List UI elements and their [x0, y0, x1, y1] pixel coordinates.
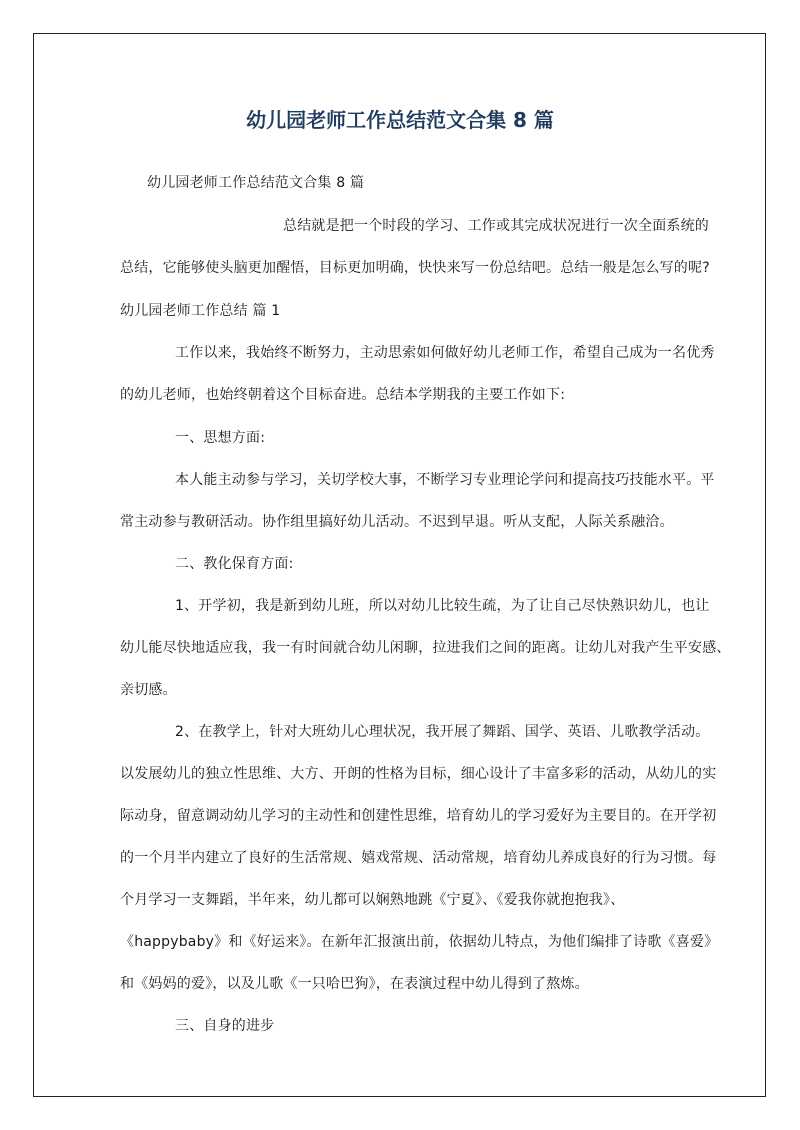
subsection-heading: 二、教化保育方面: [175, 556, 294, 572]
paragraph-line: 个月学习一支舞蹈，半年来，幼儿都可以娴熟地跳《宁夏》、《爱我你就抱抱我》、 [120, 892, 625, 908]
paragraph-line: 1、开学初，我是新到幼儿班，所以对幼儿比较生疏，为了让自己尽快熟识幼儿，也让 [175, 598, 710, 614]
paragraph-line: 的一个月半内建立了良好的生活常规、嬉戏常规、活动常规，培育幼儿养成良好的行为习惯。每 [120, 850, 717, 866]
paragraph-line: 和《妈妈的爱》，以及儿歌《一只哈巴狗》，在表演过程中幼儿得到了熬炼。 [120, 976, 589, 992]
subsection-heading: 一、思想方面: [175, 430, 266, 446]
paragraph-line: 幼儿能尽快地适应我，我一有时间就合幼儿闲聊，拉进我们之间的距离。让幼儿对我产生平安感、 [120, 640, 731, 656]
paragraph-line: 常主动参与教研活动。协作组里搞好幼儿活动。不迟到早退。听从支配，人际关系融洽。 [120, 514, 674, 530]
intro-line: 总结，它能够使头脑更加醒悟，目标更加明确，快快来写一份总结吧。总结一般是怎么写的呢? [120, 260, 710, 276]
intro-line: 总结就是把一个时段的学习、工作或其完成状况进行一次全面系统的 [283, 218, 709, 234]
paragraph-line: 以发展幼儿的独立性思维、大方、开朗的性格为目标，细心设计了丰富多彩的活动，从幼儿的实 [120, 766, 717, 782]
paragraph-line: 本人能主动参与学习，关切学校大事，不断学习专业理论学问和提高技巧技能水平。平 [175, 472, 715, 488]
section-heading: 幼儿园老师工作总结 篇 1 [120, 303, 281, 319]
document-subtitle: 幼儿园老师工作总结范文合集 8 篇 [147, 175, 365, 191]
subsection-heading: 三、自身的进步 [175, 1018, 275, 1034]
paragraph-line: 亲切感。 [120, 682, 177, 698]
document-title: 幼儿园老师工作总结范文合集 8 篇 [246, 108, 554, 132]
paragraph-line: 工作以来，我始终不断努力，主动思索如何做好幼儿老师工作，希望自己成为一名优秀 [175, 345, 715, 361]
paragraph-line: 2、在教学上，针对大班幼儿心理状况，我开展了舞蹈、国学、英语、儿歌教学活动。 [175, 724, 710, 740]
paragraph-line: 际动身，留意调动幼儿学习的主动性和创建性思维，培育幼儿的学习爱好为主要目的。在开学初 [120, 808, 717, 824]
paragraph-line: 的幼儿老师，也始终朝着这个目标奋进。总结本学期我的主要工作如下: [120, 387, 566, 403]
paragraph-line: 《happybaby》和《好运来》。在新年汇报演出前，依据幼儿特点，为他们编排了诗歌《喜爱》 [120, 934, 719, 950]
